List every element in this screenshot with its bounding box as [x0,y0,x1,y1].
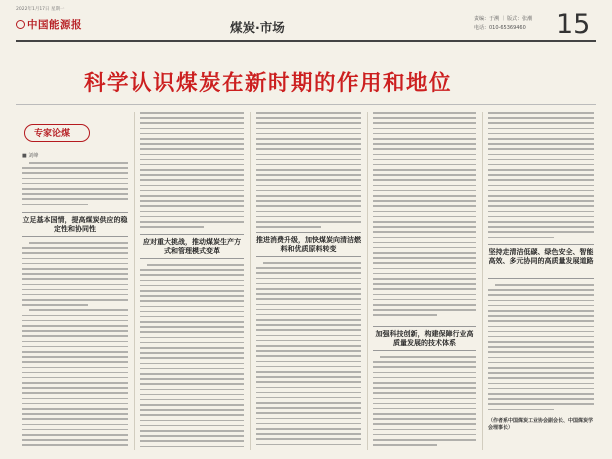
body-text-block [22,162,128,208]
subhead-rule [256,256,361,257]
subhead-rule [22,212,128,213]
article-headline: 科学认识煤炭在新时期的作用和地位 [84,71,453,96]
headline-divider [16,104,596,105]
page-number: 15 [556,9,591,40]
subhead-rule [140,258,244,259]
body-text-block [488,284,594,414]
subhead-rule [488,278,594,279]
masthead-logo [16,17,82,32]
subhead-rule [373,350,476,351]
subhead-rule [373,326,476,327]
body-text-block [140,264,244,450]
subhead-1: 立足基本国情，提高煤炭供应的稳定性和协同性 [22,216,128,233]
editor-info [474,15,532,33]
body-text-block [373,112,476,322]
subhead-5: 坚持走清洁低碳、绿色安全、智能高效、多元协同的高质量发展道路 [488,248,594,265]
body-text-block [256,262,361,450]
header-divider [16,40,596,42]
body-text-block [22,242,128,450]
body-text-block [256,112,361,232]
editor-credits: 责编：于溯 ｜ 版式：张潮 [474,16,533,22]
subhead-rule [488,244,594,245]
byline: ■ 刘峰 [22,153,39,159]
column-separator [134,112,135,450]
subhead-4: 加强科技创新，构建保障行业高质量发展的技术体系 [375,330,474,347]
column-separator [482,112,483,450]
body-text-block [140,112,244,232]
column-separator [250,112,251,450]
column-badge-label: 专家论煤 [34,129,71,139]
author-note: （作者系中国煤炭工业协会副会长、中国煤炭学会理事长） [488,418,594,431]
subhead-rule [256,232,361,233]
section-title: 煤炭·市场 [230,20,285,35]
editor-phone: 电话：010-65369460 [474,25,526,31]
subhead-2: 应对重大挑战，推动煤炭生产方式和管理模式变革 [143,238,241,255]
subhead-3: 推进消费升级，加快煤炭向清洁燃料和优质原料转变 [256,236,361,253]
subhead-rule [140,234,244,235]
issue-date: 2022年1月17日 星期一 [16,7,65,12]
subhead-rule [22,236,128,237]
column-separator [367,112,368,450]
body-text-block [488,112,594,242]
body-text-block [373,356,476,450]
masthead-name: 中国能源报 [27,19,82,31]
logo-mark-icon [16,20,25,29]
